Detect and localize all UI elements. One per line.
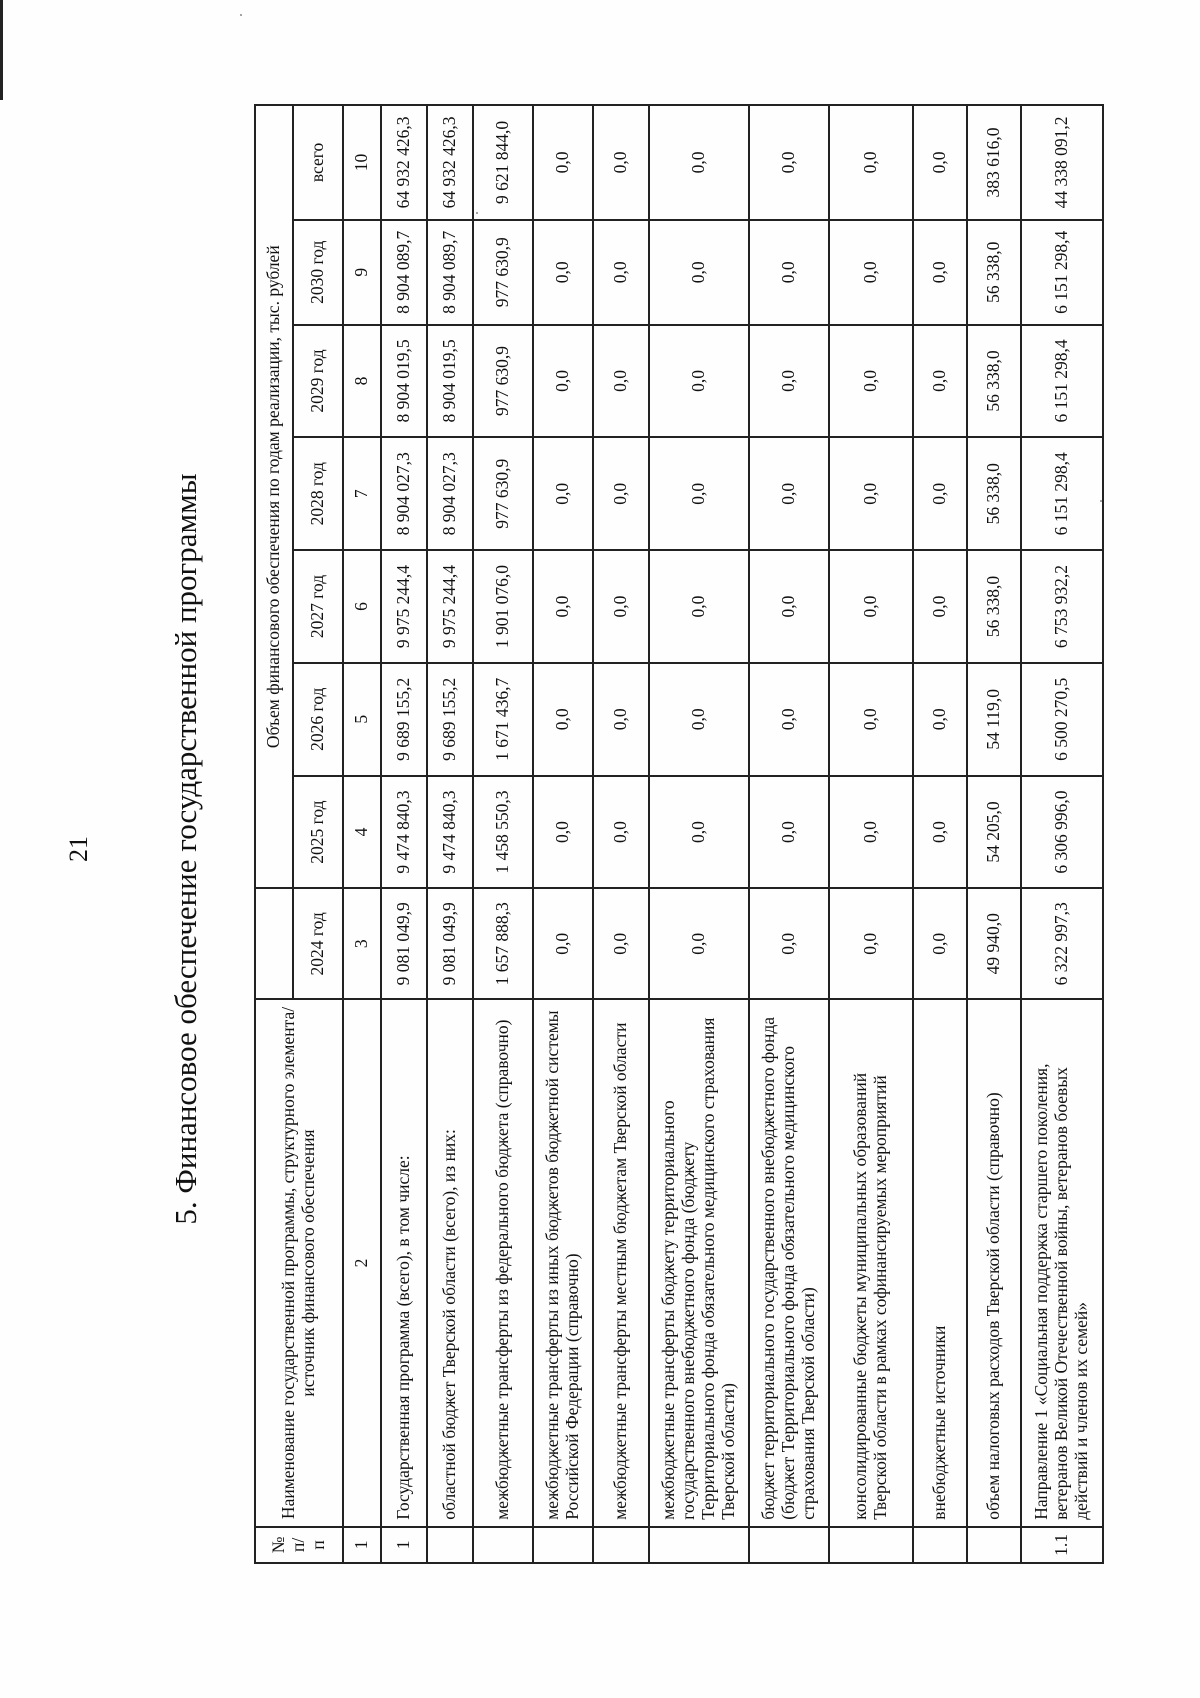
row-year-value: 0,0 xyxy=(533,220,593,325)
row-year-value: 8 904 019,5 xyxy=(427,325,473,438)
row-year-value: 0,0 xyxy=(913,776,967,889)
page-number: 21 xyxy=(64,836,93,862)
row-year-value: 0,0 xyxy=(649,663,749,776)
row-year-value: 0,0 xyxy=(593,437,649,550)
row-label: Направление 1 «Социальная поддержка старшего поколения, ветеранов Великой Отечественной войны, ветеранов боевых действий и членов их семей» xyxy=(1021,999,1103,1527)
row-year-value: 0,0 xyxy=(913,325,967,438)
row-year-value: 0,0 xyxy=(749,220,829,325)
column-number: 3 xyxy=(343,888,381,999)
row-year-value: 0,0 xyxy=(593,550,649,663)
row-label: Государственная программа (всего), в том числе: xyxy=(381,999,427,1527)
row-year-value: 0,0 xyxy=(649,776,749,889)
row-year-value: 9 081 049,9 xyxy=(427,888,473,999)
row-year-value: 0,0 xyxy=(913,888,967,999)
row-number xyxy=(533,1527,593,1563)
table-row xyxy=(473,105,533,1563)
table-row xyxy=(427,105,473,1563)
row-year-value: 9 474 840,3 xyxy=(427,776,473,889)
row-year-value: 6 306 996,0 xyxy=(1021,776,1103,889)
row-total-value: 44 338 091,2 xyxy=(1021,105,1103,220)
row-year-value: 0,0 xyxy=(749,325,829,438)
row-total-value: 64 932 426,3 xyxy=(427,105,473,220)
row-total-value: 0,0 xyxy=(649,105,749,220)
header-year: 2030 год xyxy=(293,220,343,325)
row-label: консолидированные бюджеты муниципальных образований Тверской области в рамках софинансируемых мероприятий xyxy=(829,999,913,1527)
row-year-value: 0,0 xyxy=(913,550,967,663)
table-row xyxy=(1021,105,1103,1563)
row-year-value: 9 975 244,4 xyxy=(381,550,427,663)
row-year-value: 0,0 xyxy=(649,220,749,325)
row-year-value: 0,0 xyxy=(533,776,593,889)
table-row xyxy=(749,105,829,1563)
row-year-value: 0,0 xyxy=(749,776,829,889)
header-blank-cell xyxy=(255,888,293,999)
row-year-value: 56 338,0 xyxy=(967,220,1021,325)
header-year: 2028 год xyxy=(293,437,343,550)
header-row xyxy=(255,105,293,1563)
row-year-value: 0,0 xyxy=(749,888,829,999)
column-number: 7 xyxy=(343,437,381,550)
table-row xyxy=(829,105,913,1563)
row-year-value: 0,0 xyxy=(533,550,593,663)
row-year-value: 0,0 xyxy=(829,663,913,776)
row-total-value: 9 621 844,0 xyxy=(473,105,533,220)
table-row xyxy=(593,105,649,1563)
column-number: 4 xyxy=(343,776,381,889)
row-year-value: 0,0 xyxy=(913,220,967,325)
row-total-value: 0,0 xyxy=(593,105,649,220)
row-label: межбюджетные трансферты местным бюджетам Тверской области xyxy=(593,999,649,1527)
row-year-value: 6 151 298,4 xyxy=(1021,220,1103,325)
financing-table xyxy=(254,104,1104,1564)
row-label: межбюджетные трансферты из иных бюджетов бюджетной системы Российской Федерации (справочно) xyxy=(533,999,593,1527)
row-year-value: 6 151 298,4 xyxy=(1021,437,1103,550)
column-number: 1 xyxy=(343,1527,381,1563)
row-year-value: 8 904 019,5 xyxy=(381,325,427,438)
row-year-value: 9 081 049,9 xyxy=(381,888,427,999)
column-number: 8 xyxy=(343,325,381,438)
row-label: бюджет территориального государственного внебюджетного фонда (бюджет Территориального фонда обязательного медицинского страхования Тверской области) xyxy=(749,999,829,1527)
row-year-value: 977 630,9 xyxy=(473,437,533,550)
row-year-value: 6 500 270,5 xyxy=(1021,663,1103,776)
row-year-value: 0,0 xyxy=(749,550,829,663)
row-year-value: 9 975 244,4 xyxy=(427,550,473,663)
row-label: областной бюджет Тверской области (всего), из них: xyxy=(427,999,473,1527)
row-year-value: 1 901 076,0 xyxy=(473,550,533,663)
row-year-value: 56 338,0 xyxy=(967,550,1021,663)
row-year-value: 0,0 xyxy=(913,663,967,776)
header-year: 2024 год xyxy=(293,888,343,999)
row-number: 1.1 xyxy=(1021,1527,1103,1563)
row-year-value: 8 904 089,7 xyxy=(381,220,427,325)
row-year-value: 8 904 027,3 xyxy=(427,437,473,550)
table-row xyxy=(913,105,967,1563)
header-year: 2025 год xyxy=(293,776,343,889)
row-year-value: 6 753 932,2 xyxy=(1021,550,1103,663)
row-year-value: 56 338,0 xyxy=(967,437,1021,550)
row-year-value: 0,0 xyxy=(829,220,913,325)
header-year: 2026 год xyxy=(293,663,343,776)
row-year-value: 0,0 xyxy=(913,437,967,550)
row-label: межбюджетные трансферты бюджету территориального государственного внебюджетного фонда (бюджету Территориального фонда обязательного медицинского страхования Тверской области) xyxy=(649,999,749,1527)
row-label: межбюджетные трансферты из федерального бюджета (справочно) xyxy=(473,999,533,1527)
column-number: 6 xyxy=(343,550,381,663)
row-total-value: 0,0 xyxy=(913,105,967,220)
header-number: № п/п xyxy=(255,1527,343,1563)
row-year-value: 6 151 298,4 xyxy=(1021,325,1103,438)
row-year-value: 1 671 436,7 xyxy=(473,663,533,776)
header-year: 2029 год xyxy=(293,325,343,438)
header-total: всего xyxy=(293,105,343,220)
column-numbers-row xyxy=(343,105,381,1563)
header-volume: Объем финансового обеспечения по годам реализации, тыс. рублей xyxy=(255,105,293,888)
table-row xyxy=(649,105,749,1563)
row-year-value: 1 458 550,3 xyxy=(473,776,533,889)
row-year-value: 1 657 888,3 xyxy=(473,888,533,999)
header-year: 2027 год xyxy=(293,550,343,663)
row-year-value: 0,0 xyxy=(533,663,593,776)
section-title: 5. Финансовое обеспечение государственной программы xyxy=(168,473,203,1225)
row-year-value: 0,0 xyxy=(593,776,649,889)
row-year-value: 0,0 xyxy=(829,888,913,999)
row-year-value: 9 474 840,3 xyxy=(381,776,427,889)
table-row xyxy=(381,105,427,1563)
row-number xyxy=(593,1527,649,1563)
row-year-value: 0,0 xyxy=(829,550,913,663)
row-year-value: 0,0 xyxy=(533,437,593,550)
row-total-value: 0,0 xyxy=(829,105,913,220)
row-year-value: 0,0 xyxy=(593,325,649,438)
row-total-value: 383 616,0 xyxy=(967,105,1021,220)
row-label: объем налоговых расходов Тверской области (справочно) xyxy=(967,999,1021,1527)
row-year-value: 54 119,0 xyxy=(967,663,1021,776)
row-year-value: 6 322 997,3 xyxy=(1021,888,1103,999)
row-year-value: 0,0 xyxy=(749,437,829,550)
row-year-value: 0,0 xyxy=(649,888,749,999)
column-number: 10 xyxy=(343,105,381,220)
row-year-value: 0,0 xyxy=(593,220,649,325)
row-number xyxy=(967,1527,1021,1563)
row-year-value: 0,0 xyxy=(829,325,913,438)
row-year-value: 0,0 xyxy=(593,663,649,776)
row-year-value: 0,0 xyxy=(829,437,913,550)
row-year-value: 9 689 155,2 xyxy=(427,663,473,776)
row-number xyxy=(913,1527,967,1563)
row-total-value: 0,0 xyxy=(533,105,593,220)
row-year-value: 56 338,0 xyxy=(967,325,1021,438)
row-year-value: 0,0 xyxy=(749,663,829,776)
row-year-value: 54 205,0 xyxy=(967,776,1021,889)
row-total-value: 64 932 426,3 xyxy=(381,105,427,220)
row-number: 1 xyxy=(381,1527,427,1563)
row-number xyxy=(427,1527,473,1563)
table-row xyxy=(533,105,593,1563)
row-year-value: 0,0 xyxy=(649,550,749,663)
row-year-value: 9 689 155,2 xyxy=(381,663,427,776)
row-year-value: 8 904 027,3 xyxy=(381,437,427,550)
row-year-value: 977 630,9 xyxy=(473,325,533,438)
row-total-value: 0,0 xyxy=(749,105,829,220)
row-year-value: 0,0 xyxy=(649,437,749,550)
header-name: Наименование государственной программы, структурного элемента/источник финансового обеспечения xyxy=(255,999,343,1527)
row-year-value: 977 630,9 xyxy=(473,220,533,325)
row-label: внебюджетные источники xyxy=(913,999,967,1527)
column-number: 5 xyxy=(343,663,381,776)
row-year-value: 0,0 xyxy=(829,776,913,889)
row-year-value: 49 940,0 xyxy=(967,888,1021,999)
column-number: 9 xyxy=(343,220,381,325)
row-year-value: 0,0 xyxy=(533,325,593,438)
row-year-value: 0,0 xyxy=(593,888,649,999)
row-number xyxy=(749,1527,829,1563)
row-number xyxy=(473,1527,533,1563)
row-year-value: 0,0 xyxy=(533,888,593,999)
row-number xyxy=(829,1527,913,1563)
table-row xyxy=(967,105,1021,1563)
column-number: 2 xyxy=(343,999,381,1527)
row-number xyxy=(649,1527,749,1563)
row-year-value: 0,0 xyxy=(649,325,749,438)
row-year-value: 8 904 089,7 xyxy=(427,220,473,325)
